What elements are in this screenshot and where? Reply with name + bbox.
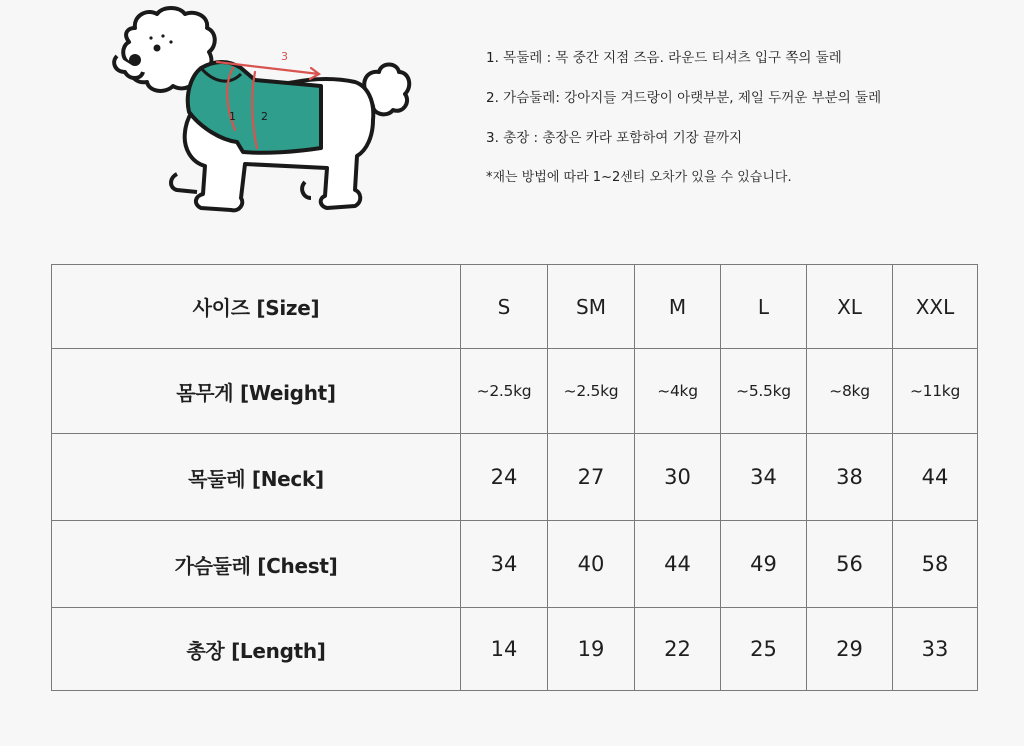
size-cell: M (635, 265, 721, 349)
length-cell: 33 (893, 608, 978, 691)
length-cell: 22 (635, 608, 721, 691)
size-cell: SM (548, 265, 635, 349)
row-label-length: 총장 [Length] (52, 608, 461, 691)
weight-cell: ~2.5kg (548, 349, 635, 434)
row-label-size: 사이즈 [Size] (52, 265, 461, 349)
table-row-weight (52, 349, 978, 434)
weight-cell: ~8kg (807, 349, 893, 434)
weight-cell: ~4kg (635, 349, 721, 434)
chest-cell: 56 (807, 521, 893, 608)
measure-marker-1: 1 (229, 110, 236, 123)
neck-cell: 27 (548, 434, 635, 521)
table-row-chest (52, 521, 978, 608)
neck-cell: 38 (807, 434, 893, 521)
row-label-neck: 목둘레 [Neck] (52, 434, 461, 521)
length-cell: 25 (721, 608, 807, 691)
length-cell: 19 (548, 608, 635, 691)
dog-measurement-illustration (105, 2, 415, 224)
measure-marker-3: 3 (281, 50, 288, 63)
chest-cell: 44 (635, 521, 721, 608)
neck-cell: 44 (893, 434, 978, 521)
chest-cell: 49 (721, 521, 807, 608)
neck-cell: 30 (635, 434, 721, 521)
table-row-length (52, 608, 978, 691)
length-cell: 29 (807, 608, 893, 691)
note-neck: 1. 목둘레 : 목 중간 지점 즈음. 라운드 티셔츠 입구 쪽의 둘레 (486, 50, 842, 66)
size-cell: XXL (893, 265, 978, 349)
chest-cell: 34 (461, 521, 548, 608)
table-row-size (52, 265, 978, 349)
table-row-neck (52, 434, 978, 521)
neck-cell: 24 (461, 434, 548, 521)
size-chart-table (51, 264, 978, 691)
note-chest: 2. 가슴둘레: 강아지들 겨드랑이 아랫부분, 제일 두꺼운 부분의 둘레 (486, 90, 882, 106)
size-cell: S (461, 265, 548, 349)
note-length: 3. 총장 : 총장은 카라 포함하여 기장 끝까지 (486, 130, 743, 146)
note-disclaimer: *재는 방법에 따라 1~2센티 오차가 있을 수 있습니다. (486, 170, 792, 185)
size-cell: XL (807, 265, 893, 349)
length-cell: 14 (461, 608, 548, 691)
row-label-chest: 가슴둘레 [Chest] (52, 521, 461, 608)
row-label-weight: 몸무게 [Weight] (52, 349, 461, 434)
chest-cell: 40 (548, 521, 635, 608)
weight-cell: ~5.5kg (721, 349, 807, 434)
size-cell: L (721, 265, 807, 349)
weight-cell: ~11kg (893, 349, 978, 434)
weight-cell: ~2.5kg (461, 349, 548, 434)
measure-marker-2: 2 (261, 110, 268, 123)
neck-cell: 34 (721, 434, 807, 521)
chest-cell: 58 (893, 521, 978, 608)
